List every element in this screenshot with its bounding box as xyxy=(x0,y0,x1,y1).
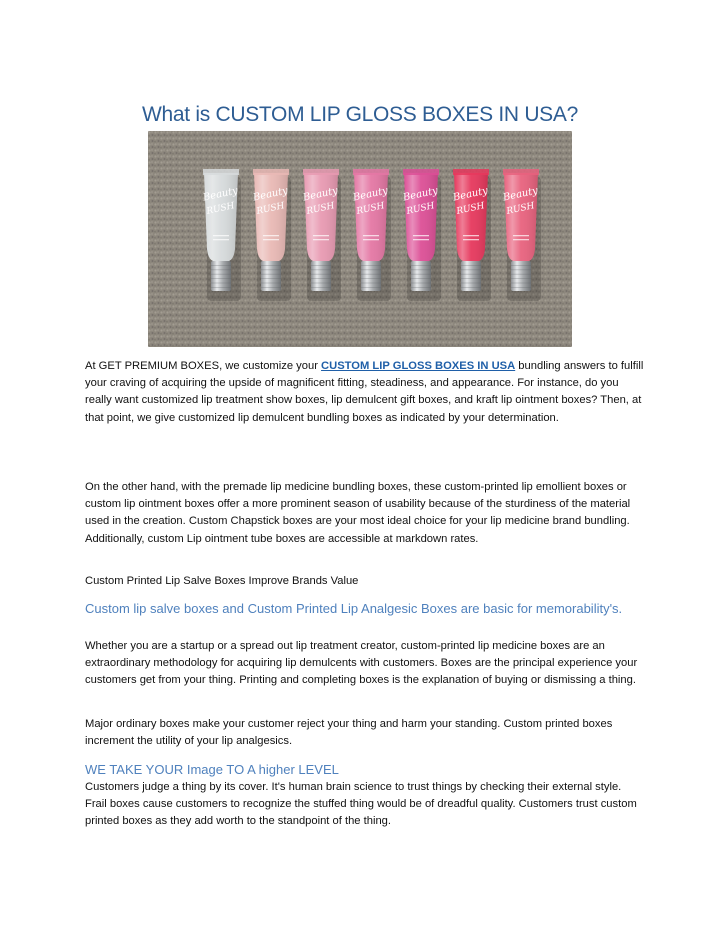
brand-logo-text: Beauty xyxy=(202,185,239,204)
brand-logo-text: Beauty xyxy=(452,185,489,204)
heading-higher-level: WE TAKE YOUR Image TO A higher LEVEL xyxy=(85,762,339,777)
brand-logo-text: Beauty xyxy=(252,185,289,204)
brand-logo-text: RUSH xyxy=(505,201,536,217)
paragraph-judge-by-cover: Customers judge a thing by its cover. It's human brain science to trust things by checking their external style. Frail boxes cause customers to recognize the stuffed thing would be of dreadful quality. Customers trust custom printed boxes as they add worth to the standpoint of the thing. xyxy=(85,781,637,828)
page-title: What is CUSTOM LIP GLOSS BOXES IN USA? xyxy=(142,103,578,126)
subheading-brand-value: Custom Printed Lip Salve Boxes Improve Brands Value xyxy=(85,575,359,587)
custom-lip-gloss-boxes-link[interactable]: CUSTOM LIP GLOSS BOXES IN USA xyxy=(321,360,516,372)
paragraph-intro-text: At GET PREMIUM BOXES, we customize your xyxy=(85,360,322,372)
lip-gloss-tube xyxy=(501,169,541,301)
paragraph-startup: Whether you are a startup or a spread out lip treatment creator, custom-printed lip medicine boxes are an extraordinary methodology for acquiring lip demulcents with customers. Boxes are the principal experience your customers get from your thing. Printing and completing boxes is the explanation of buying or dismissing a thing. xyxy=(85,640,638,687)
brand-logo-text: Beauty xyxy=(352,185,389,204)
brand-logo-text: RUSH xyxy=(455,201,486,217)
heading-memorability: Custom lip salve boxes and Custom Printed Lip Analgesic Boxes are basic for memorability's. xyxy=(85,601,623,616)
paragraph-intro xyxy=(85,358,645,427)
brand-logo-text: RUSH xyxy=(305,201,336,217)
brand-logo-text: RUSH xyxy=(205,201,236,217)
brand-logo-text: RUSH xyxy=(255,201,286,217)
lip-gloss-tube xyxy=(451,169,491,301)
paragraph-ordinary-boxes: Major ordinary boxes make your customer reject your thing and harm your standing. Custom printed boxes increment the utility of your lip analgesics. xyxy=(85,718,613,748)
lip-gloss-tube xyxy=(301,169,341,301)
paragraph-premade-boxes: On the other hand, with the premade lip medicine bundling boxes, these custom-printed lip emollient boxes or custom lip ointment boxes offer a more prominent season of usability because of the sturdiness of the material used in the creation. Custom Chapstick boxes are your most ideal choice for your lip medicine brand bundling. Additionally, custom Lip ointment tube boxes are accessible at markdown rates. xyxy=(85,481,631,545)
paragraph-intro-text-continued: bundling answers to fulfill your craving of acquiring the upside of magnificent fitting, steadiness, and appearance. For instance, do you really want customized lip treatment show boxes, lip demulcent gift boxes, and kraft lip ointment boxes? Then, at that point, we give customized lip demulcent bundling boxes as indicated by your determination. xyxy=(85,360,644,424)
lip-gloss-tube xyxy=(251,169,291,301)
brand-logo-text: Beauty xyxy=(502,185,539,204)
lip-gloss-tube xyxy=(351,169,391,301)
brand-logo-text: RUSH xyxy=(405,201,436,217)
brand-logo-text: RUSH xyxy=(355,201,386,217)
lip-gloss-tube xyxy=(201,169,241,301)
brand-logo-text: Beauty xyxy=(402,185,439,204)
brand-logo-text: Beauty xyxy=(302,185,339,204)
lip-gloss-photo xyxy=(148,131,572,347)
lip-gloss-tube xyxy=(401,169,441,301)
